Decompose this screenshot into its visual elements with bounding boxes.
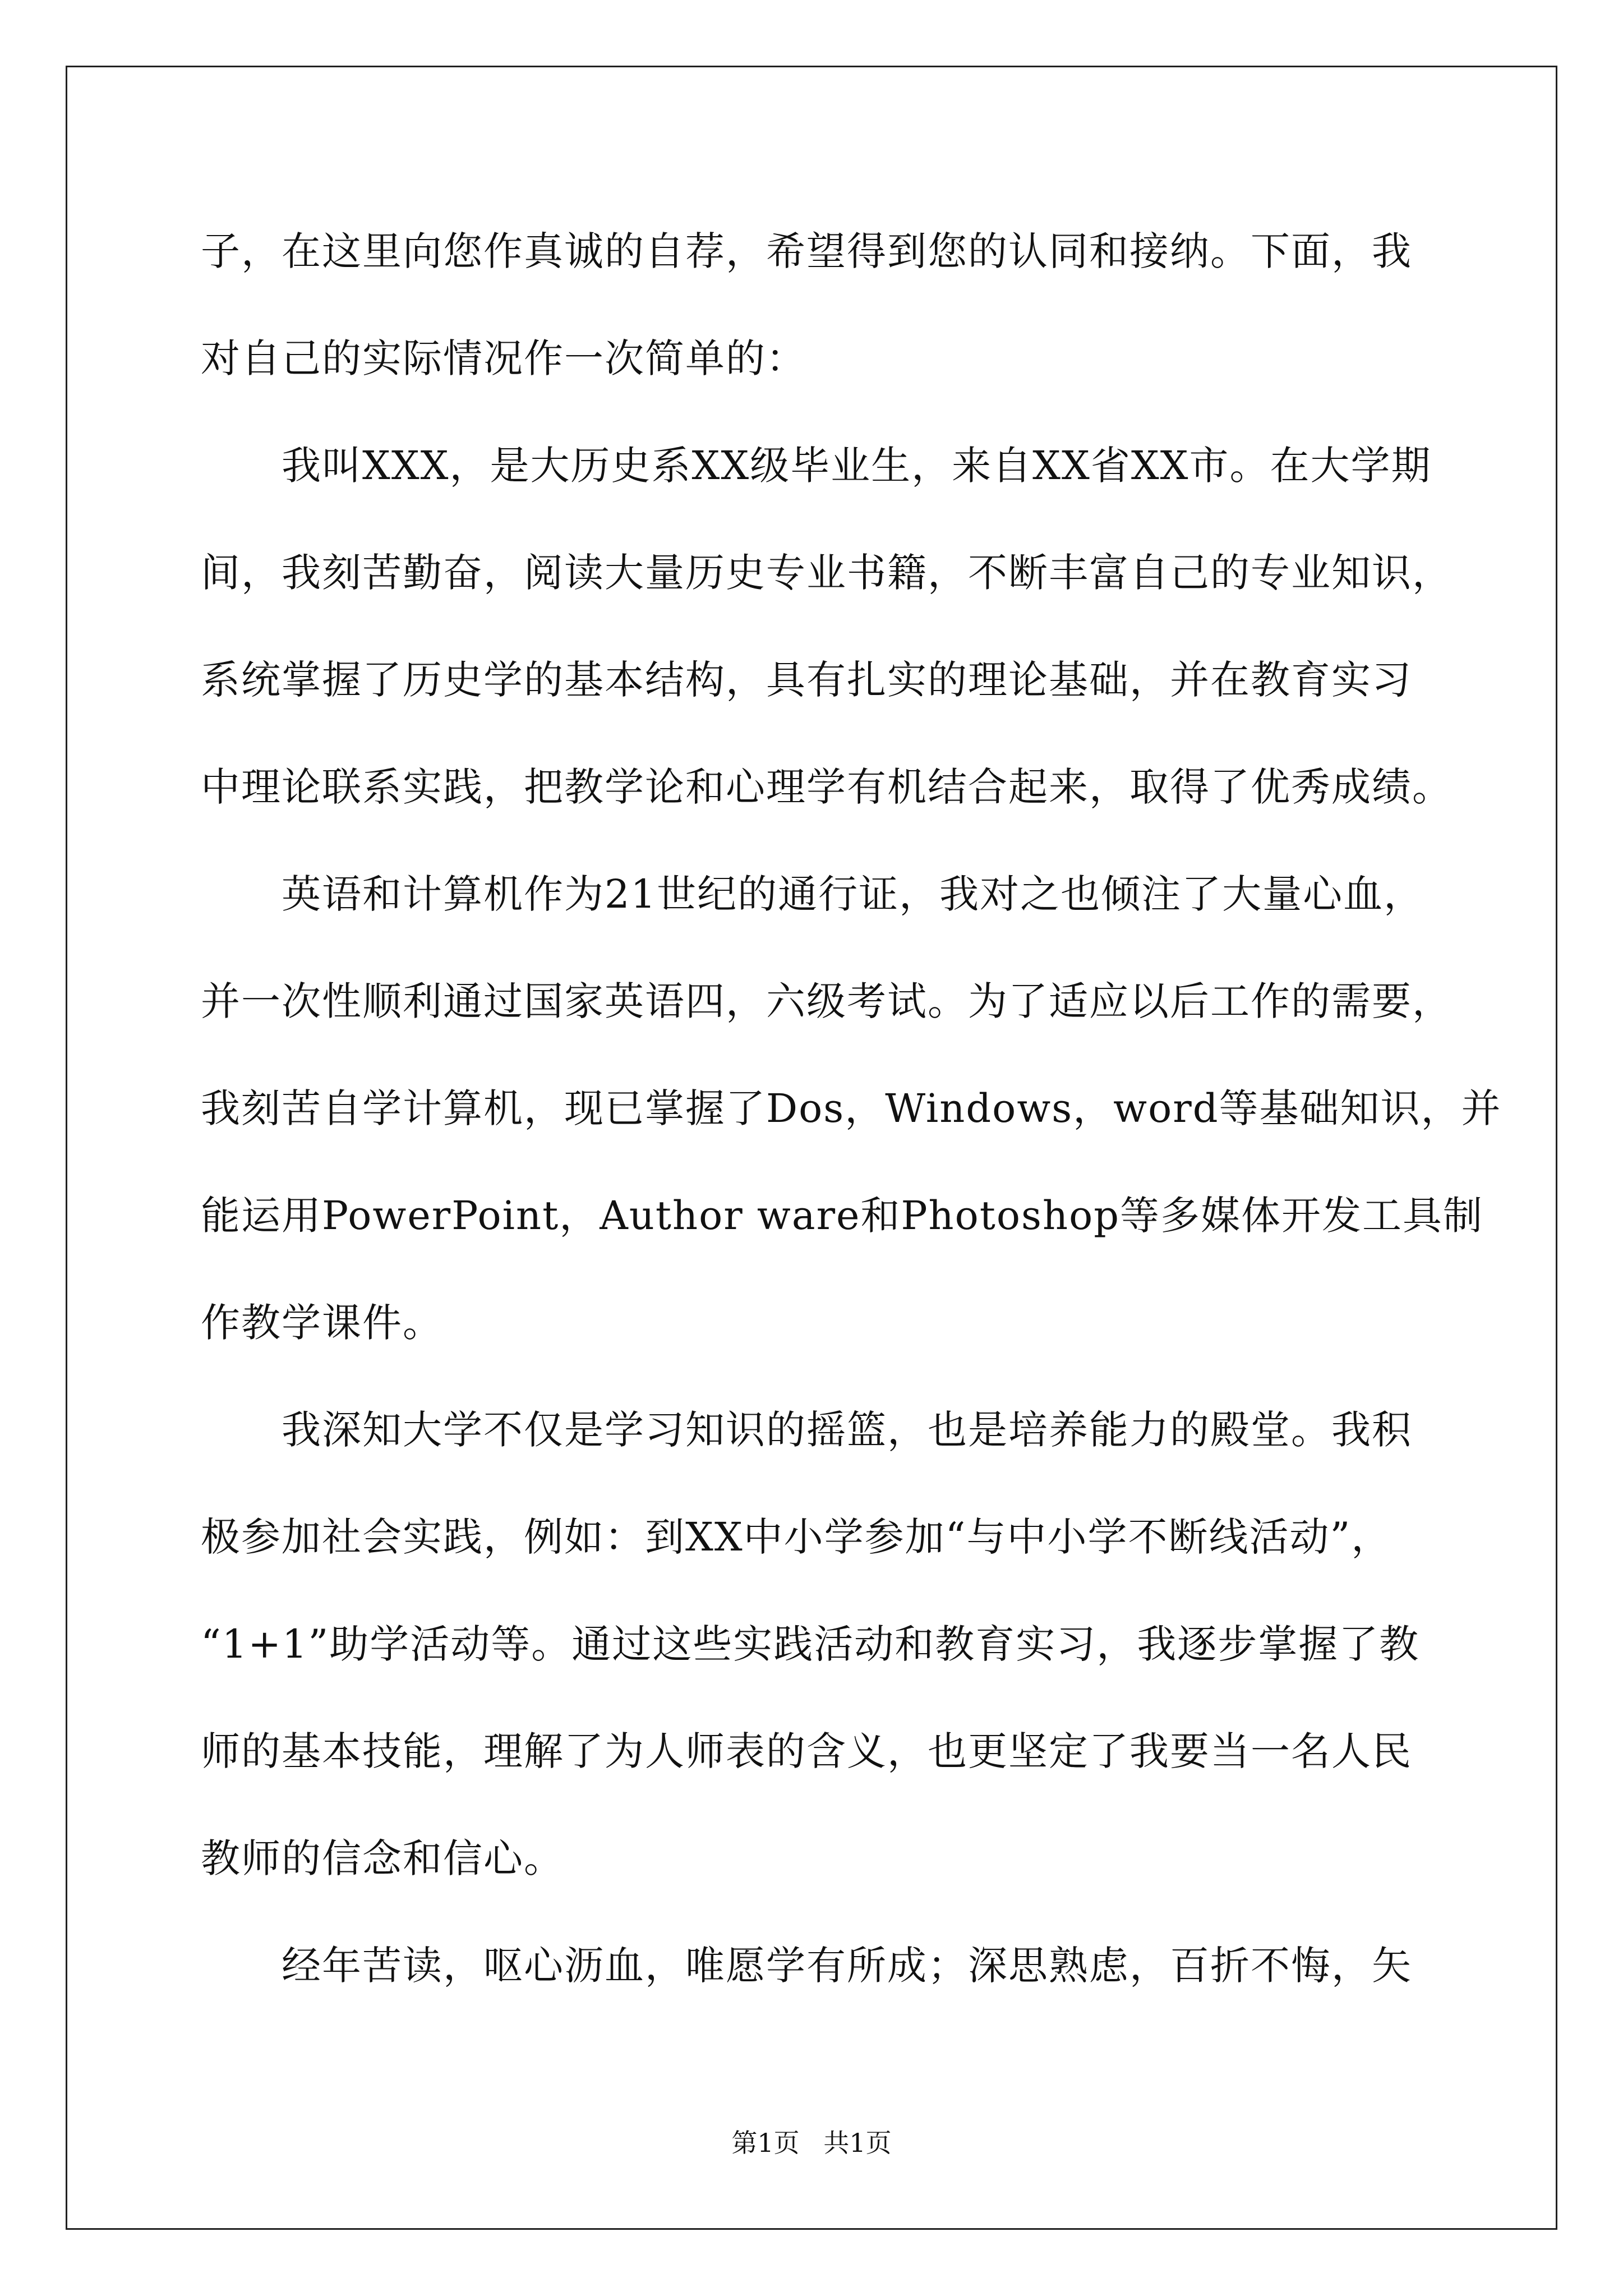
text-line: 作教学课件。 [201,1300,443,1346]
page-number: 第1页 [731,2128,800,2158]
text-line: 中理论联系实践，把教学论和心理学有机结合起来，取得了优秀成绩。 [201,764,1453,810]
text-line: 我深知大学不仅是学习知识的摇篮，也是培养能力的殿堂。我积 [201,1407,1412,1453]
text-line: 间，我刻苦勤奋，阅读大量历史专业书籍，不断丰富自己的专业知识， [201,550,1453,596]
text-line: 我刻苦自学计算机，现已掌握了Dos，Windows，word等基础知识，并 [201,1085,1502,1131]
text-line: 极参加社会实践，例如：到XX中小学参加“与中小学不断线活动”， [201,1514,1392,1560]
text-line: 经年苦读，呕心沥血，唯愿学有所成；深思熟虑，百折不悔，矢 [201,1943,1412,1989]
text-line: 对自己的实际情况作一次简单的： [201,335,806,381]
page-total: 共1页 [823,2128,892,2158]
text-line: 教师的信念和信心。 [201,1835,564,1881]
text-line: 英语和计算机作为21世纪的通行证，我对之也倾注了大量心血， [201,871,1424,917]
text-line: “1+1”助学活动等。通过这些实践活动和教育实习，我逐步掌握了教 [201,1621,1420,1667]
page-footer [0,2126,1623,2160]
text-line: 并一次性顺利通过国家英语四，六级考试。为了适应以后工作的需要， [201,978,1453,1024]
text-line: 系统掌握了历史学的基本结构，具有扎实的理论基础，并在教育实习 [201,657,1412,703]
text-line: 能运用PowerPoint，Author ware和Photoshop等多媒体开发工具制 [201,1193,1484,1239]
text-line: 我叫XXX，是大历史系XX级毕业生，来自XX省XX市。在大学期 [201,443,1432,489]
text-line: 师的基本技能，理解了为人师表的含义，也更坚定了我要当一名人民 [201,1728,1412,1774]
text-line: 子，在这里向您作真诚的自荐，希望得到您的认同和接纳。下面，我 [201,228,1412,274]
